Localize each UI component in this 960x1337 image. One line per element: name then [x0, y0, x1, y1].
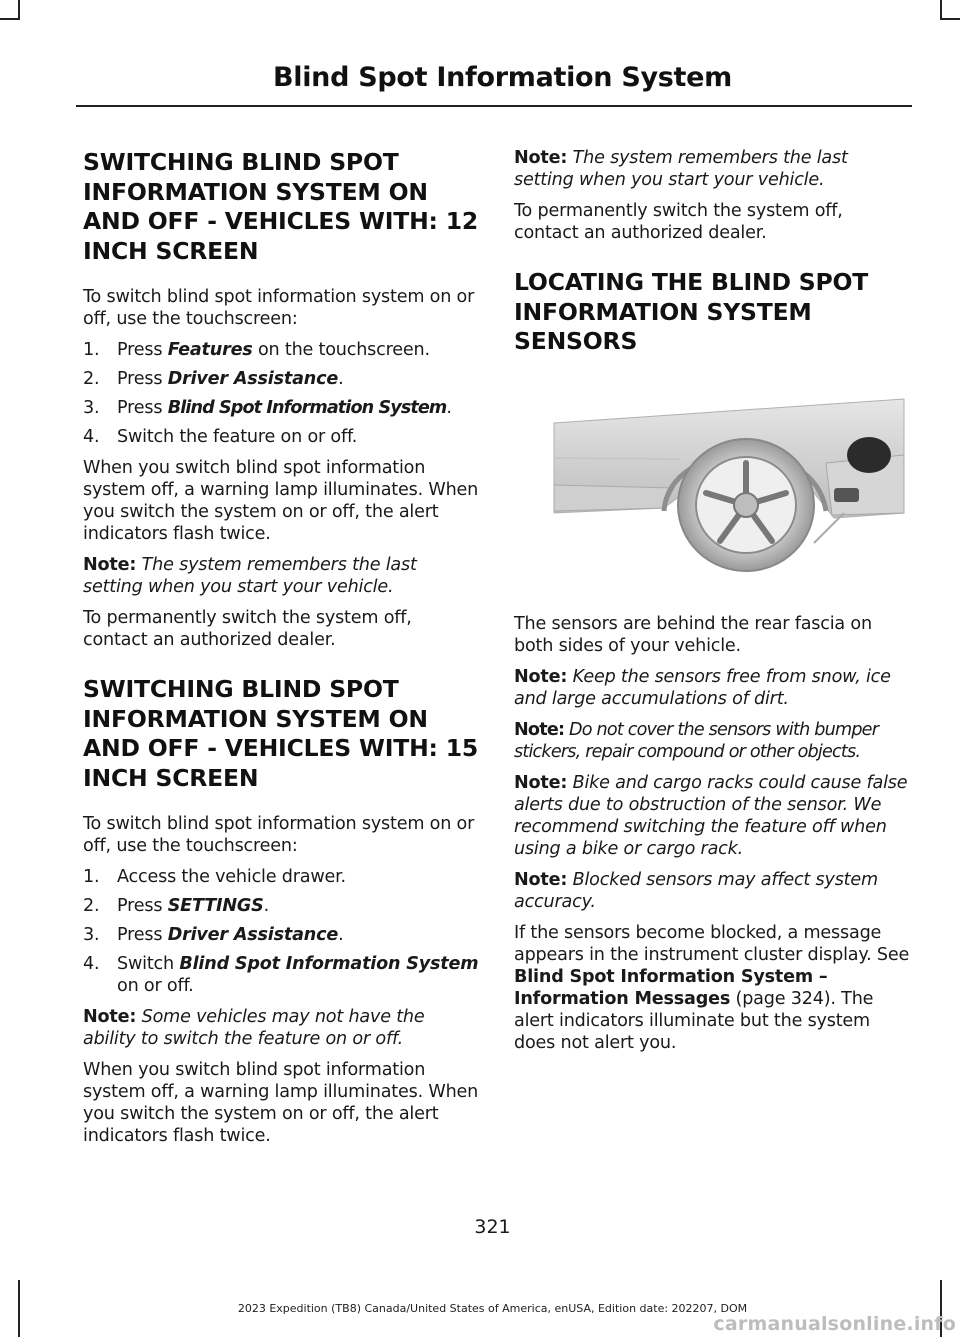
note: Note: Some vehicles may not have the ability to switch the feature on or off.	[83, 1007, 425, 1049]
list-item: 1. Press Features on the touchscreen.	[83, 340, 430, 360]
blocked-sensor-paragraph: If the sensors become blocked, a message appears in the instrument cluster display. See Blind Spot Information System – Information Messages (page 324). The alert indicators illuminate but the system does not alert you.	[514, 922, 910, 1053]
crop-mark	[940, 0, 942, 20]
dealer-paragraph: To permanently switch the system off, contact an authorized dealer.	[83, 608, 412, 650]
intro-paragraph: To switch blind spot information system on or off, use the touchscreen:	[83, 287, 475, 329]
intro-paragraph: To switch blind spot information system on or off, use the touchscreen:	[83, 814, 475, 856]
list-item: 2. Press Driver Assistance.	[83, 369, 344, 389]
vehicle-rear-quarter-image	[514, 393, 906, 573]
rear-wheel-sensor-illustration	[514, 393, 906, 573]
list-item: 3. Press Driver Assistance.	[83, 925, 344, 945]
page-header-title: Blind Spot Information System	[272, 62, 732, 93]
note: Note: Blocked sensors may affect system accuracy.	[514, 869, 878, 912]
watermark: carmanualsonline.info	[713, 1313, 956, 1335]
note: Note: Bike and cargo racks could cause false alerts due to obstruction of the sensor. We recommend switching the feature off when using a bike or cargo rack.	[514, 772, 908, 859]
steps-list-15-inch	[83, 866, 481, 997]
crop-mark	[940, 18, 960, 20]
sensor-location-paragraph: The sensors are behind the rear fascia on both sides of your vehicle.	[514, 613, 872, 656]
right-column	[514, 147, 912, 1063]
note: Note: The system remembers the last setting when you start your vehicle.	[514, 148, 848, 190]
warning-paragraph: When you switch blind spot information system off, a warning lamp illuminates. When you switch the system on or off, the alert indicators flash twice.	[83, 1060, 479, 1146]
warning-paragraph: When you switch blind spot information system off, a warning lamp illuminates. When you switch the system on or off, the alert indicators flash twice.	[83, 458, 479, 544]
left-column	[83, 148, 481, 1156]
header-rule	[76, 105, 912, 107]
note: Note: The system remembers the last setting when you start your vehicle.	[83, 555, 417, 597]
cross-reference-link[interactable]: Blind Spot Information System – Information Messages	[514, 966, 828, 1009]
edition-footer: 2023 Expedition (TB8) Canada/United States of America, enUSA, Edition date: 202207, DOM	[237, 1302, 748, 1315]
section-heading-sensors: LOCATING THE BLIND SPOT INFORMATION SYSTEM SENSORS	[514, 268, 869, 355]
list-item: 3. Press Blind Spot Information System.	[83, 398, 452, 418]
steps-list-12-inch	[83, 339, 481, 448]
note: Note: Keep the sensors free from snow, ice and large accumulations of dirt.	[514, 666, 891, 709]
list-item: 4. Switch Blind Spot Information System on or off.	[83, 954, 479, 996]
note: Note: Do not cover the sensors with bumper stickers, repair compound or other objects.	[514, 719, 879, 762]
section-heading-12-inch: SWITCHING BLIND SPOT INFORMATION SYSTEM ON AND OFF - VEHICLES WITH: 12 INCH SCREEN	[83, 148, 479, 265]
list-item: 1. Access the vehicle drawer.	[83, 867, 346, 887]
crop-mark	[18, 0, 20, 20]
list-item: 4. Switch the feature on or off.	[83, 427, 358, 447]
list-item: 2. Press SETTINGS.	[83, 896, 269, 916]
dealer-paragraph: To permanently switch the system off, contact an authorized dealer.	[514, 201, 843, 243]
section-heading-15-inch: SWITCHING BLIND SPOT INFORMATION SYSTEM ON AND OFF - VEHICLES WITH: 15 INCH SCREEN	[83, 675, 479, 792]
page-number: 321	[474, 1216, 511, 1238]
crop-mark	[0, 18, 20, 20]
